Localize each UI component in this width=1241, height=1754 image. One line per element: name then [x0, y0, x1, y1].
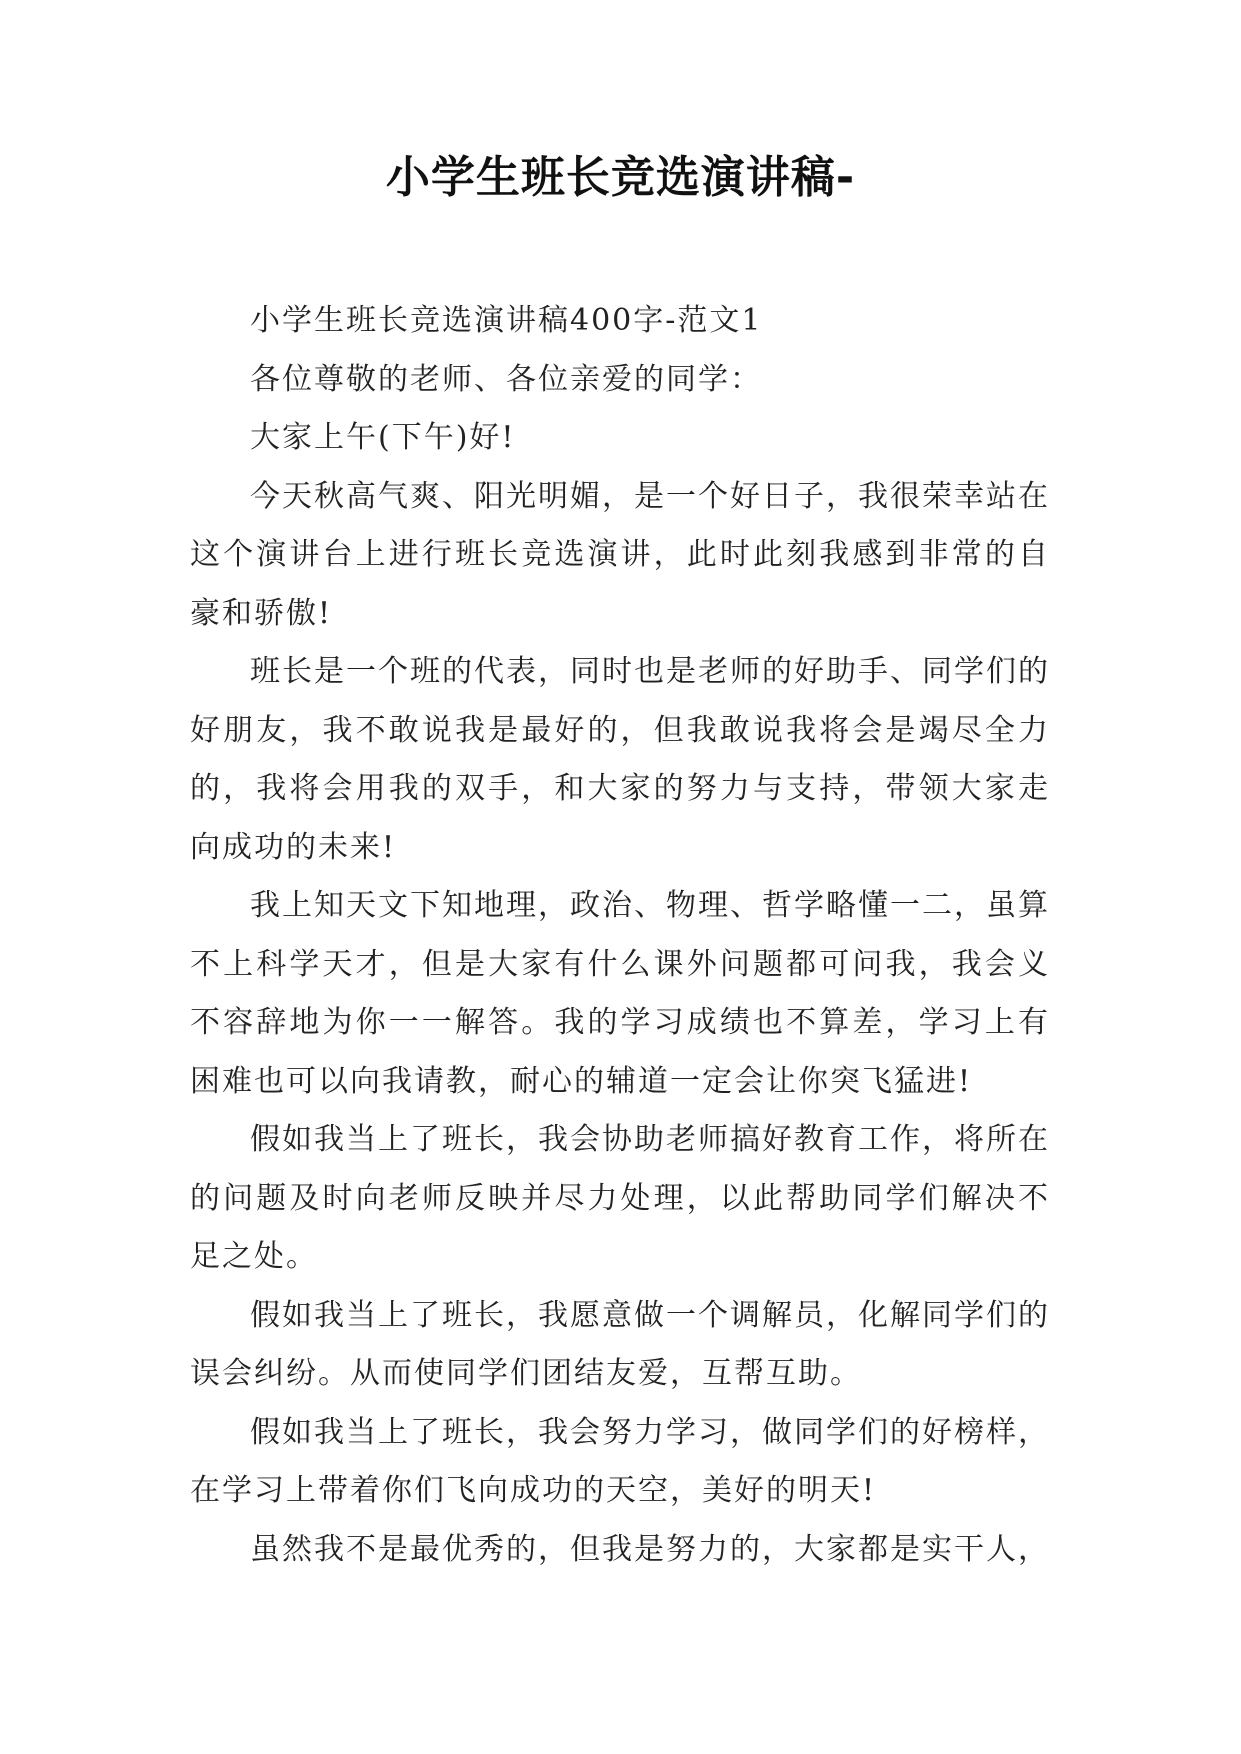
- paragraph-subtitle: 小学生班长竞选演讲稿400字-范文1: [250, 303, 763, 338]
- paragraph: 假如我当上了班长，我愿意做一个调解员，化解同学们的误会纠纷。从而使同学们团结友爱，互帮互助。: [190, 1297, 1050, 1391]
- paragraph-salutation: 各位尊敬的老师、各位亲爱的同学：: [250, 361, 762, 397]
- paragraph: 虽然我不是最优秀的，但我是努力的，大家都是实干人，: [250, 1531, 1050, 1567]
- document-body: [190, 292, 1050, 1579]
- paragraph: 今天秋高气爽、阳光明媚，是一个好日子，我很荣幸站在这个演讲台上进行班长竞选演讲，此时此刻我感到非常的自豪和骄傲!: [190, 478, 1050, 631]
- paragraph-greeting: 大家上午(下午)好!: [250, 420, 516, 455]
- paragraph: 假如我当上了班长，我会协助老师搞好教育工作，将所在的问题及时向老师反映并尽力处理，以此帮助同学们解决不足之处。: [190, 1122, 1050, 1274]
- paragraph: 我上知天文下知地理，政治、物理、哲学略懂一二，虽算不上科学天才，但是大家有什么课外问题都可问我，我会义不容辞地为你一一解答。我的学习成绩也不算差，学习上有困难也可以向我请教，耐心的辅道一定会让你突飞猛进!: [190, 888, 1050, 1099]
- paragraph: 班长是一个班的代表，同时也是老师的好助手、同学们的好朋友，我不敢说我是最好的，但我敢说我将会是竭尽全力的，我将会用我的双手，和大家的努力与支持，带领大家走向成功的未来!: [190, 654, 1050, 865]
- document-title: 小学生班长竞选演讲稿-: [385, 152, 856, 203]
- paragraph: 假如我当上了班长，我会努力学习，做同学们的好榜样，在学习上带着你们飞向成功的天空，美好的明天!: [190, 1414, 1050, 1508]
